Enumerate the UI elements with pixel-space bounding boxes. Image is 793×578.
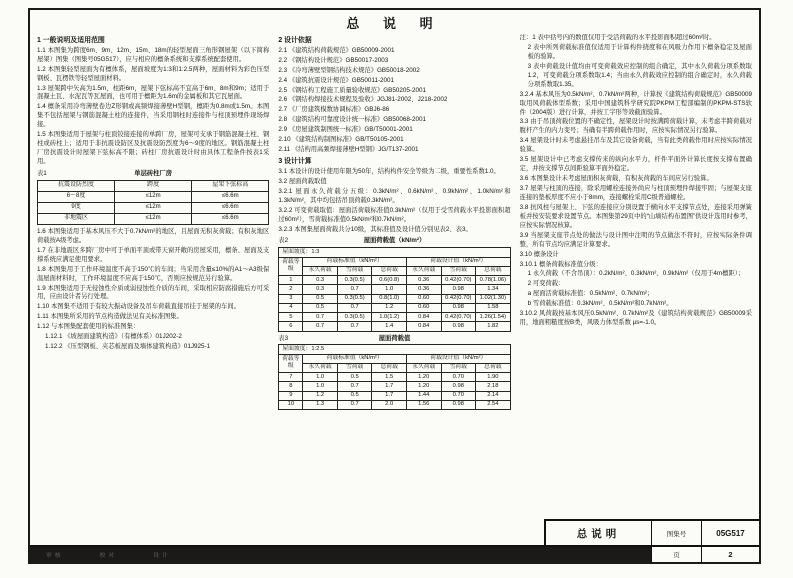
table-cell: 1.20 [406, 382, 441, 391]
table-cell: 0.7 [337, 303, 372, 312]
paragraph: 2.11 《结构用高频焊接薄壁H型钢》JG/T137-2001 [278, 146, 419, 154]
table-row [279, 276, 510, 285]
table-cell: 非地震区 [38, 213, 115, 224]
table-cell: 0.7 [337, 382, 372, 391]
paragraph: 1.5 本图集适用于屋架与柱顶铰接连接的单跨厂房，屋架可支承于钢筋混凝土柱、钢柱或砖柱上；适用于非抗震设防区及抗震设防烈度为6～9度的地区。钢筋混凝土柱厂房抗震设计时屋架下弦标高不限；砖柱厂房抗震设计时由具体工程条件按表1采用。 [37, 131, 270, 166]
table-cell: 5 [279, 313, 303, 322]
table-header-cell: 雪荷载 [441, 266, 476, 275]
paragraph: 1 永久荷载（不含吊顶）：0.2kN/m²、0.3kN/m²、0.9kN/m²（仅用于4m檩距）； [527, 270, 745, 278]
table-cell: 2 [279, 285, 303, 294]
paragraph: 1.12.2 《压型钢板、夹芯板屋面及墙体建筑构造》01J925-1 [45, 343, 211, 351]
table-cell: 1 [279, 276, 303, 285]
paragraph: 2.10 《建筑结构制图标准》GB/T50105-2001 [278, 136, 404, 144]
table-roof-load-slope-1-3 [278, 247, 510, 331]
table3-caption [278, 335, 510, 344]
table-header-cell: 永久荷载 [303, 363, 338, 372]
paragraph: 3.9 当屋架支座节点处的做法与设计图中注明的节点做法不符时，应按实际条件调整，所有节点均应满足计算要求。 [519, 231, 752, 248]
column-general-notes [37, 34, 269, 543]
table-header-cell: 总荷载 [372, 363, 407, 372]
table-header-cell: 永久荷载 [406, 266, 441, 275]
paragraph: 3.8 抗风柱与屋架上、下弦的连接应分别设置于横向水平支撑节点处，连接采用弹簧板并按安装要求设置节点。本图集第29页中的“山墙结构布置图”供设计选用时参考，应按实际情况核算。 [519, 203, 752, 229]
table-cell: ≤12m [115, 191, 192, 202]
table-cell: 0.98 [441, 382, 476, 391]
table-header-row [38, 180, 269, 191]
paragraph: 1.2 本图集轻型屋面为有檩体系，屋面坡度为1:3和1:2.5两种，屋面材料为彩色压型钢板、瓦楞铁等轻型屋面材料。 [37, 65, 270, 82]
page-number-label: 页 [651, 547, 701, 562]
table-cell: 0.36 [406, 285, 441, 294]
table-subheader-row [279, 266, 510, 275]
table-cell: 2.14 [476, 391, 511, 400]
paragraph: 1.7 在非地震区多跨厂房中可于单面平顶或带天窗开敞的房屋采用，檩条、屋面及支撑系统应满足使用要求。 [37, 246, 270, 263]
table-row [38, 213, 269, 224]
table-cell: 1.26(1.54) [476, 313, 511, 322]
table-cell: ≤6.6m [192, 213, 269, 224]
table-cell: ≤6.6m [192, 191, 269, 202]
table-cell: 0.60 [406, 294, 441, 303]
table-row [279, 303, 510, 312]
table-row [38, 191, 269, 202]
table-cell: 8 [279, 382, 303, 391]
table-cell: 1.34 [476, 285, 511, 294]
signature-bar [30, 547, 651, 562]
table-header-cell: 总荷载 [372, 266, 407, 275]
bottom-strip [30, 545, 759, 562]
table-cell: 3 [279, 294, 303, 303]
paragraph: 3.2.1 屋面永久荷载分五级：0.3kN/m²、0.6kN/m²、0.9kN/m²、1.0kN/m²和1.3kN/m²，其中均包括吊顶荷载0.3kN/m²。 [278, 187, 511, 204]
table2-label: 表2 [278, 237, 289, 245]
table-cell: 4 [279, 303, 303, 312]
table-header-cell: 总荷载 [476, 266, 511, 275]
table2-title: 屋面荷载值（kN/m²） [363, 237, 426, 245]
atlas-number-label: 图集号 [651, 521, 701, 545]
atlas-number-value: 05G517 [701, 521, 759, 545]
paragraph-group [520, 34, 752, 328]
table-cell: 0.7 [303, 313, 338, 322]
table-cell: 0.98 [441, 285, 476, 294]
table-cell: 0.42(0.70) [441, 294, 476, 303]
table-cell: 0.36 [406, 276, 441, 285]
table-row [279, 391, 510, 400]
table-cell: 1.0 [303, 373, 338, 382]
table-cell: 0.70 [441, 373, 476, 382]
paragraph: 3.10.2 风荷载按基本风压0.5kN/m²、0.7kN/m²及《建筑结构荷载规范》GB50009采用，地面粗糙度按B类，风吸力体型系数 μs=-1.0。 [519, 310, 752, 327]
paragraph: 3.1 本设计的设计使用年限为50年，结构构件安全等级为二级，重要性系数1.0。 [278, 167, 500, 175]
table-row [279, 400, 510, 409]
table-cell: 0.98 [441, 400, 476, 409]
table-header-cell: 雪荷载 [441, 363, 476, 372]
table1-label: 表1 [37, 169, 47, 177]
table-cell: 0.98 [441, 303, 476, 312]
paragraph-group [37, 36, 269, 167]
table-header-cell: 跨度 [115, 180, 192, 191]
paragraph: 2.7 《厂房建筑模数协调标准》GBJ6-86 [278, 106, 390, 114]
table-cell: 6～8度 [38, 191, 115, 202]
table-cell: 0.7 [337, 285, 372, 294]
table-cell: 0.3 [303, 285, 338, 294]
table-header-cell: 荷载等级 [279, 354, 303, 372]
drawing-frame [28, 8, 761, 564]
table-row [38, 202, 269, 213]
table-cell: ≤12m [115, 202, 192, 213]
paragraph: 1.12.1 《坡屋面建筑构造》（有檩体系）01J202-2 [45, 333, 182, 341]
table-header-cell: 永久荷载 [303, 266, 338, 275]
table-cell: 1.0(1.2) [372, 313, 407, 322]
table-cell: 0.5 [337, 373, 372, 382]
table-cell: 0.5 [303, 303, 338, 312]
table3-label: 表3 [278, 334, 289, 342]
table-cell: 1.0 [372, 285, 407, 294]
paragraph: 1.1 本图集为跨度6m、9m、12m、15m、18m的轻型屋面三角形钢屋架（以下简称屋架）图集（图集号05G517），应与相应的檩条系统和支撑系统配套使用。 [37, 46, 270, 63]
table-cell: 1.0 [303, 382, 338, 391]
paragraph: b 雪荷载标准值：0.3kN/m²、0.5kN/m²和0.7kN/m²。 [527, 300, 673, 308]
table-row [279, 285, 510, 294]
paragraph: 3.3 由于吊顶荷载位置的不确定性，屋架设计时按满跨荷载计算，未考虑半跨荷载对腹杆产生的内力变号；当确有半跨荷载作用时，应按实际情况另行验算。 [519, 118, 752, 135]
table-cell: 0.8(1.0) [372, 294, 407, 303]
table-cell: 1.2 [303, 391, 338, 400]
paragraph: 3.2.2 可变荷载取值：屋面活荷载标准值0.3kN/m²（仅用于受雪荷载水平投影面积超过60m²），雪荷载标准值0.5kN/m²和0.7kN/m²。 [278, 206, 511, 223]
paragraph: 1.6 本图集适用于基本风压不大于0.7kN/m²的地区，且屋面无积灰荷载；有积灰地区荷载按A级考虑。 [37, 227, 270, 244]
table-header-row [279, 257, 510, 266]
table-header-cell: 抗震设防烈度 [38, 180, 115, 191]
table-single-story-brick-column [37, 180, 269, 225]
paragraph: 2 表中所列荷载标准值仅适用于计算构件挠度和在风吸力作用下檩条稳定及屋面板的验算。 [527, 43, 752, 60]
table-cell: 1.02(1.30) [476, 294, 511, 303]
table-cell: 1.90 [476, 373, 511, 382]
table-cell: 1.4 [372, 322, 407, 331]
title-block-title: 总说明 [576, 527, 621, 540]
table-roof-load-slope-1-2-5 [278, 344, 510, 410]
paragraph: 3.2 屋面荷载取值 [278, 177, 327, 185]
paragraph: 2.2 《钢结构设计规范》GB50017-2003 [278, 56, 389, 64]
paragraph: 2 可变荷载： [527, 280, 565, 288]
table-row [279, 294, 510, 303]
paragraph: 注：1 表中括号内的数值仅用于受活荷载的水平投影面积超过60m²时。 [519, 34, 716, 41]
table-slope-row [279, 248, 510, 257]
table-header-cell: 永久荷载 [406, 363, 441, 372]
paragraph: 2.8 《建筑结构可靠度设计统一标准》GB50068-2001 [278, 116, 426, 124]
table-header-row [279, 354, 510, 363]
paragraph: 1.11 本图集所采用的节点构造做法见有关标准图集。 [37, 313, 183, 321]
signature-label: 审核 [46, 553, 64, 559]
signature-label: 校对 [99, 553, 118, 559]
section-heading: 3 设计计算 [278, 158, 312, 166]
table-cell: 0.5 [303, 294, 338, 303]
paragraph: 3.5 屋架设计中已考虑支撑传来的纵向水平力，杆件平面外计算长度按支撑布置确定，并按支撑节点间距验算平面外稳定。 [519, 156, 752, 173]
table-cell: 1.82 [476, 322, 511, 331]
paragraph: 1.8 本图集用于工作环境温度不高于150℃的车间；当采用含量≤10%的A1～A3级保温屋面材料时，工作环境温度不应高于150℃，否则应按规范另行验算。 [37, 265, 270, 282]
table2-caption [278, 237, 510, 246]
content-columns [37, 34, 752, 543]
table-cell: 1.7 [372, 391, 407, 400]
table-header-cell: 荷载等级 [279, 257, 303, 275]
table-header-cell: 总荷载 [476, 363, 511, 372]
paragraph: 2.9 《房屋建筑制图统一标准》GB/T50001-2001 [278, 126, 413, 134]
table-cell: 0.3(0.5) [337, 313, 372, 322]
paragraph: 3.2.3 本图集屋面荷载共分10级，其标准值及设计值分别见表2、表3。 [278, 225, 472, 233]
table-row [279, 373, 510, 382]
paragraph: 1.12 与本图集配套使用的标准图集： [37, 323, 140, 331]
table-cell: 1.20 [406, 373, 441, 382]
title-block [544, 519, 759, 545]
table-cell: 0.42(0.70) [441, 313, 476, 322]
paragraph: 2.3 《冷弯薄壁型钢结构技术规范》GB50018-2002 [278, 66, 420, 74]
paragraph-group [278, 36, 510, 234]
table-cell: 0.7 [337, 322, 372, 331]
paragraph: 3.10 檩条设计 [519, 250, 559, 258]
table-cell: 0.6(0.8) [372, 276, 407, 285]
paragraph: 3.2.4 基本风压为0.5kN/m²、0.7kN/m²两种，计算按《建筑结构荷载规范》GB50009取用风荷载体型系数；采用中国建筑科学研究院PKPM工程部编制的PKPM-STS软件（2004版）进行计算，并按工字形等效截面验算。 [519, 90, 752, 116]
table-row [279, 322, 510, 331]
slope-cell: 屋面坡度：1:3 [279, 248, 510, 257]
table-cell: 0.84 [406, 322, 441, 331]
table-slope-row [279, 345, 510, 354]
table-cell: 2.0 [372, 400, 407, 409]
table-cell: 6 [279, 322, 303, 331]
table-cell: 2.18 [476, 382, 511, 391]
signature-label: 设计 [153, 553, 171, 559]
table-cell: 0.7 [337, 400, 372, 409]
paragraph: 1.9 本图集适用于无侵蚀性介质或弱侵蚀性介质的车间，采取相应防腐措施后方可采用，应由设计者另行处理。 [37, 284, 270, 301]
column-design-basis [278, 34, 510, 543]
table-cell: 0.70 [441, 391, 476, 400]
table-cell: 0.42(0.70) [441, 276, 476, 285]
table-cell: 1.2 [372, 303, 407, 312]
paragraph: a 屋面活荷载标准值：0.5kN/m²、0.7kN/m²； [527, 290, 654, 298]
table-row [279, 313, 510, 322]
table-cell: 0.84 [406, 313, 441, 322]
slope-cell: 屋面坡度：1:2.5 [279, 345, 510, 354]
table-cell: 0.98 [441, 322, 476, 331]
table-cell: 1.5 [372, 373, 407, 382]
table-cell: 0.78(1.06) [476, 276, 511, 285]
paragraph: 2.1 《建筑结构荷载规范》GB50009-2001 [278, 46, 395, 54]
paragraph: 3.10.1 檩条荷载标准值分级： [519, 260, 602, 268]
table-cell: 2.54 [476, 400, 511, 409]
table-header-cell: 荷载标准值（kN/m²） [303, 354, 407, 363]
table-cell: 0.7 [303, 322, 338, 331]
paragraph: 1.4 檩条采用冷弯薄壁卷边Z形钢或高频焊接薄壁H型钢，檩距为0.8m或1.5m。本图集不包括屋架与钢筋混凝土柱的连接件，当采用钢柱时连接件与柱顶预埋件现场焊接。 [37, 103, 270, 129]
table-cell: 9 [279, 391, 303, 400]
table-cell: 1.3 [303, 400, 338, 409]
paragraph: 2.6 《钢结构焊接技术规程及验收》JGJ81-2002、J218-2002 [278, 96, 448, 104]
table-header-cell: 雪荷载 [337, 266, 372, 275]
table1-caption [37, 170, 269, 179]
section-heading: 1 一般说明及适用范围 [37, 37, 105, 44]
table-cell: ≤6.6m [192, 202, 269, 213]
table-header-cell: 屋架下弦标高 [192, 180, 269, 191]
table-cell: 1.44 [406, 391, 441, 400]
paragraph: 2.4 《建筑抗震设计规范》GB50011-2001 [278, 76, 395, 84]
paragraph: 3 表中荷载设计值均由可变荷载效应控制的组合确定，其中永久荷载分项系数取1.2，可变荷载分项系数取1.4；当由永久荷载效应控制的组合确定时，永久荷载分项系数取1.35。 [527, 62, 752, 88]
table-cell: 10 [279, 400, 303, 409]
table-cell: 1.56 [406, 400, 441, 409]
page-title: 总 说 明 [346, 16, 443, 31]
table1-title: 单层砖柱厂房 [134, 169, 173, 177]
table-cell: 1.7 [372, 382, 407, 391]
paragraph: 2.5 《钢结构工程施工质量验收规范》GB50205-2001 [278, 86, 426, 94]
paragraph: 3.6 本图集设计未考虑屋面积灰荷载，有积灰荷载的车间应另行验算。 [519, 175, 713, 183]
paragraph-group [37, 228, 269, 352]
paragraph: 1.3 屋架跨中矢高为1.5m，柱距6m，屋架下弦标高不宜高于6m、8m和9m；适用于混凝土瓦、水泥瓦等瓦屋面，也可用于檩距为1.6m的金属板和其它瓦屋面。 [37, 84, 270, 101]
table-cell: 0.60 [406, 303, 441, 312]
table-cell: 0.5 [337, 391, 372, 400]
table-cell: 0.3 [303, 276, 338, 285]
table-row [279, 382, 510, 391]
table-header-cell: 荷载标准值（kN/m²） [303, 257, 407, 266]
table-header-cell: 荷载设计值（kN/m²） [406, 354, 510, 363]
table-cell: 9度 [38, 202, 115, 213]
table-cell: 1.58 [476, 303, 511, 312]
section-heading: 2 设计依据 [278, 37, 312, 44]
paragraph: 3.4 屋架设计时未考虑悬挂吊车及其它设备荷载，当有此类荷载作用时应按实际情况验算。 [519, 137, 752, 154]
table-cell: 0.3(0.5) [337, 294, 372, 303]
table-header-cell: 雪荷载 [337, 363, 372, 372]
paragraph: 1.10 本图集不适用于有较大振动设备及吊车荷载直接吊挂于屋架的车间。 [37, 303, 240, 311]
table3-title: 屋面荷载值 [378, 334, 411, 342]
paragraph: 3.7 屋架与柱顶的连接，除采用螺栓连接外尚应与柱顶预埋件焊接牢固；与屋架支座连接的垫板厚度不应小于8mm，连接螺栓采用C级普通螺栓。 [519, 185, 752, 201]
table-cell: 7 [279, 373, 303, 382]
table-subheader-row [279, 363, 510, 372]
column-notes-and-calculation [520, 34, 752, 543]
table-cell: ≤12m [115, 213, 192, 224]
table-cell: 0.3(0.5) [337, 276, 372, 285]
page-number-value: 2 [701, 547, 759, 562]
table-header-cell: 荷载设计值（kN/m²） [406, 257, 510, 266]
